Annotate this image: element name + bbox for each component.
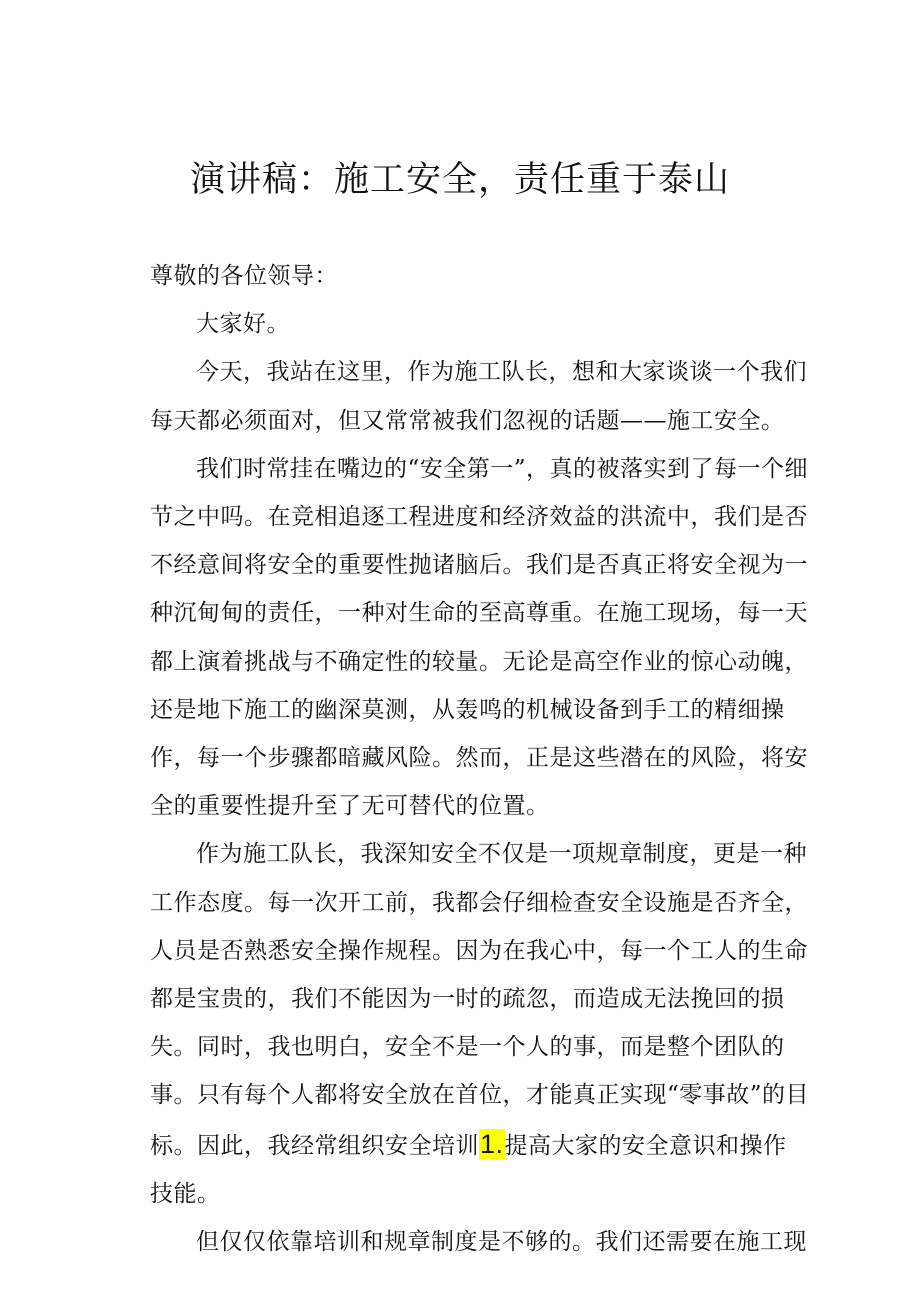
paragraph-2: 我们时常挂在嘴边的“安全第一”，真的被落实到了每一个细节之中吗。在竞相追逐工程进度和经济效益的洪流中，我们是否不经意间将安全的重要性抛诸脑后。我们是否真正将安全视为一种沉甸甸的责任，一种对生命的至高尊重。在施工现场，每一天都上演着挑战与不确定性的较量。无论是高空作业的惊心动魄，还是地下施工的幽深莫测，从轰鸣的机械设备到手工的精细操作，每一个步骤都暗藏风险。然而，正是这些潜在的风险，将安全的重要性提升至了无可替代的位置。 [150,455,809,820]
document-body [150,252,810,1266]
paragraph-4: 但仅仅依靠培训和规章制度是不够的。我们还需要在施工现 [196,1229,807,1256]
salutation: 尊敬的各位领导： [150,263,338,289]
paragraph-1: 今天，我站在这里，作为施工队长，想和大家谈谈一个我们每天都必须面对，但又常常被我们忽视的话题——施工安全。 [150,359,807,434]
greeting: 大家好。 [196,311,290,338]
highlighted-marker: 1. [480,1128,504,1159]
paragraph-3-text-after: 提高大家的安全意识和操作技能。 [150,1132,787,1207]
document-title: 演讲稿：施工安全，责任重于泰山 [189,160,730,200]
paragraph-3 [150,830,810,1218]
paragraph-3-text-before: 作为施工队长，我深知安全不仅是一项规章制度，更是一种工作态度。每一次开工前，我都会仔细检查安全设施是否齐全，人员是否熟悉安全操作规程。因为在我心中，每一个工人的生命都是宝贵的，我们不能因为一时的疏忽，而造成无法挽回的损失。同时，我也明白，安全不是一个人的事，而是整个团队的事。只有每个人都将安全放在首位，才能真正实现“零事故”的目标。因此，我经常组织安全培训 [150,841,810,1159]
